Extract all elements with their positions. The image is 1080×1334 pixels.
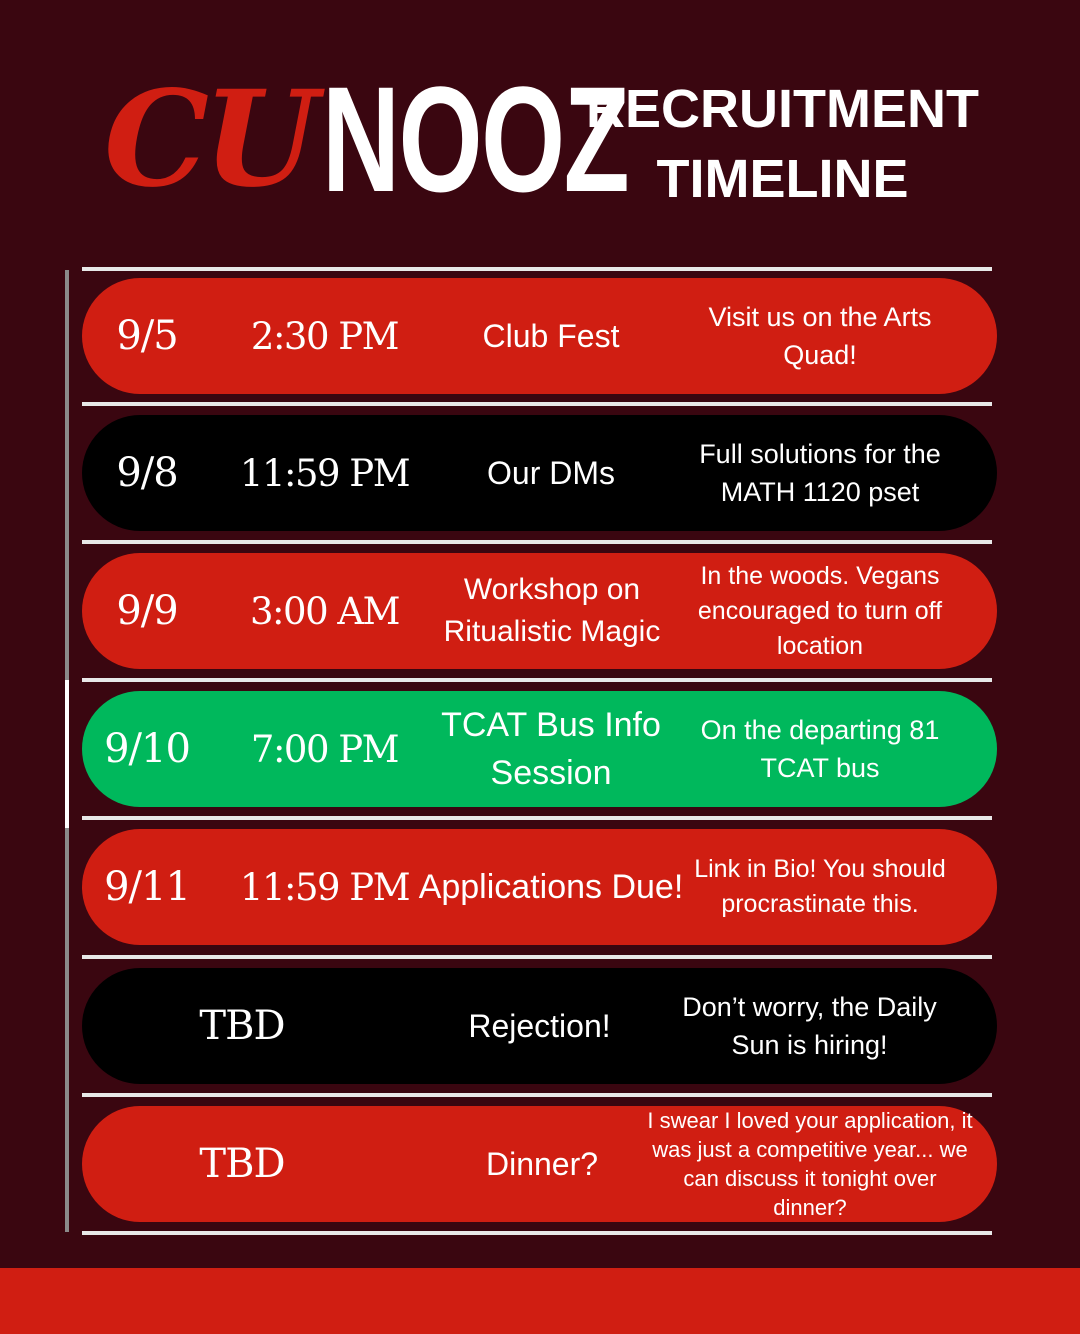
timeline-row-workshop (82, 553, 997, 669)
event-time: 2:30 PM (250, 314, 399, 358)
title-line-2: TIMELINE (656, 149, 909, 209)
event-name: Workshop on Ritualistic Magic (443, 573, 661, 648)
timeline-row-our-dms (82, 415, 997, 531)
logo-cu: CU (104, 62, 313, 217)
event-time: 7:00 PM (250, 727, 399, 771)
title-line-1: RECRUITMENT (586, 79, 979, 139)
event-date: TBD (199, 1003, 285, 1049)
event-note: In the woods. Vegans encouraged to turn off location (697, 561, 943, 660)
timeline-row-rejection (82, 968, 997, 1084)
event-time: 3:00 AM (250, 589, 399, 633)
footer-bar (0, 1268, 1080, 1334)
event-time: 11:59 PM (239, 451, 410, 495)
event-note: On the departing 81 TCAT bus (700, 715, 940, 783)
event-name: Our DMs (487, 455, 615, 491)
timeline-row-applications (82, 829, 997, 945)
divider (82, 955, 992, 959)
timeline-row-dinner (82, 1106, 997, 1222)
event-time: 11:59 PM (239, 865, 410, 909)
event-note: Don’t worry, the Daily Sun is hiring! (682, 992, 937, 1060)
event-date: 9/8 (116, 450, 178, 496)
event-date: 9/11 (104, 864, 190, 910)
event-name: Dinner? (485, 1146, 599, 1182)
divider (82, 540, 992, 544)
event-note: Visit us on the Arts Quad! (708, 302, 932, 370)
event-date: 9/5 (116, 313, 178, 359)
event-note: Link in Bio! You should procrastinate this. (694, 855, 946, 918)
event-date: 9/10 (104, 726, 190, 772)
timeline-row-club-fest (82, 278, 997, 394)
divider (82, 402, 992, 406)
event-note: Full solutions for the MATH 1120 pset (699, 439, 941, 507)
event-name: TCAT Bus Info Session (441, 706, 661, 792)
divider (82, 1231, 992, 1235)
page-title (585, 74, 980, 214)
event-date: TBD (199, 1141, 285, 1187)
event-note: I swear I loved your application, it was just a competitive year... we can discuss it tonight over dinner? (647, 1108, 973, 1220)
divider (82, 678, 992, 682)
timeline-row-tcat (82, 691, 997, 807)
divider (82, 816, 992, 820)
event-date: 9/9 (116, 588, 178, 634)
event-name: Rejection! (468, 1008, 611, 1044)
logo-nooz: NOOZ (322, 55, 629, 223)
event-name: Club Fest (482, 318, 620, 354)
timeline-current-marker (65, 680, 69, 828)
event-name: Applications Due! (418, 868, 684, 906)
divider (82, 1093, 992, 1097)
divider (82, 267, 992, 271)
